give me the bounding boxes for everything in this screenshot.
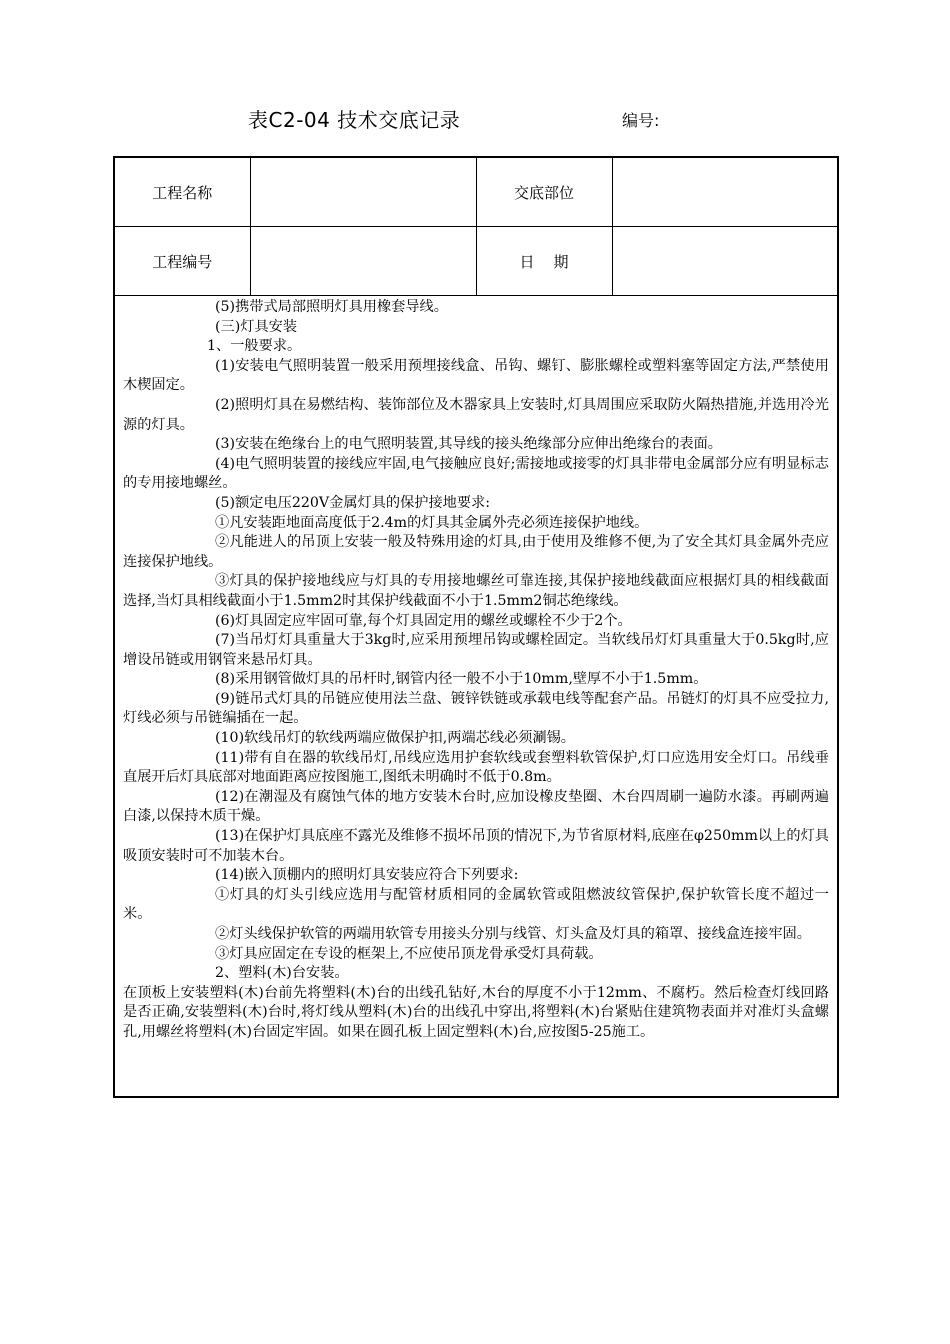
table-row-project-number bbox=[114, 227, 838, 296]
content-paragraph: (10)软线吊灯的软线两端应做保护扣,两端芯线必须涮锡。 bbox=[215, 730, 575, 747]
table-row-project-name bbox=[114, 157, 838, 227]
disclosure-location-label: 交底部位 bbox=[476, 157, 612, 227]
content-paragraph: ②凡能进人的吊顶上安装一般及特殊用途的灯具,由于使用及维修不便,为了安全其灯具金属外壳应连接保护地线。 bbox=[123, 534, 829, 570]
content-paragraph: ①凡安装距地面高度低于2.4m的灯具其金属外壳必须连接保护地线。 bbox=[215, 514, 649, 531]
date-value[interactable] bbox=[612, 227, 838, 296]
content-paragraph: ③灯具的保护接地线应与灯具的专用接地螺丝可靠连接,其保护接地线截面应根据灯具的相线截面选择,当灯具相线截面小于1.5mm2时其保护线截面不小于1.5mm2铜芯绝缘线。 bbox=[123, 573, 829, 609]
content-paragraph: 2、塑料(木)台安装。 bbox=[215, 965, 349, 982]
project-number-label: 工程编号 bbox=[114, 227, 250, 296]
disclosure-content bbox=[114, 296, 838, 1098]
content-paragraph: 在顶板上安装塑料(木)台前先将塑料(木)台的出线孔钻好,木台的厚度不小于12mm、不腐朽。然后检查灯线回路是否正确,安装塑料(木)台时,将灯线从塑料(木)台的出线孔中穿出,将塑料(木)台紧贴住建筑物表面并对准灯头盒螺孔,用螺丝将塑料(木)台固定牢固。如果在圆孔板上固定塑料(木)台,应按图5-25施工。 bbox=[123, 984, 829, 1040]
project-number-value[interactable] bbox=[250, 227, 476, 296]
content-paragraph: ③灯具应固定在专设的框架上,不应使吊顶龙骨承受灯具荷载。 bbox=[215, 945, 603, 962]
content-paragraph: (4)电气照明装置的接线应牢固,电气接触应良好;需接地或接零的灯具非带电金属部分应有明显标志的专用接地螺丝。 bbox=[123, 455, 829, 492]
document-number-label: 编号: bbox=[622, 111, 660, 130]
content-paragraph: (9)链吊式灯具的吊链应使用法兰盘、镀锌铁链或承载电线等配套产品。吊链灯的灯具不应受拉力,灯线必须与吊链编插在一起。 bbox=[123, 690, 829, 727]
disclosure-location-value[interactable] bbox=[612, 157, 838, 227]
disclosure-record-table bbox=[113, 156, 839, 1098]
content-paragraph: (11)带有自在器的软线吊灯,吊线应选用护套软线或套塑料软管保护,灯口应选用安全灯口。吊线垂直展开后灯具底部对地面距离应按图施工,图纸未明确时不低于0.8m。 bbox=[123, 749, 829, 786]
content-paragraph: ①灯具的灯头引线应选用与配管材质相同的金属软管或阻燃波纹管保护,保护软管长度不超过一米。 bbox=[123, 886, 829, 923]
project-name-value[interactable] bbox=[250, 157, 476, 227]
content-paragraph: (14)嵌入顶棚内的照明灯具安装应符合下列要求: bbox=[215, 867, 519, 884]
content-paragraph: (8)采用钢管做灯具的吊杆时,钢管内径一般不小于10mm,壁厚不小于1.5mm。 bbox=[215, 671, 708, 688]
content-paragraph: 1、一般要求。 bbox=[207, 338, 302, 355]
content-paragraph: (6)灯具固定应牢固可靠,每个灯具固定用的螺丝或螺栓不少于2个。 bbox=[215, 612, 632, 629]
content-paragraph: (三)灯具安装 bbox=[215, 318, 298, 335]
content-paragraph: (3)安装在绝缘台上的电气照明装置,其导线的接头绝缘部分应伸出绝缘台的表面。 bbox=[215, 436, 722, 453]
content-paragraph: (12)在潮湿及有腐蚀气体的地方安装木台时,应加设橡皮垫圈、木台四周刷一遍防水漆。再刷两遍白漆,以保持木质干燥。 bbox=[123, 788, 829, 825]
content-paragraph: (13)在保护灯具底座不露光及维修不损坏吊顶的情况下,为节省原材料,底座在φ250mm以上的灯具吸顶安装时可不加装木台。 bbox=[123, 828, 829, 864]
document-title: 表C2-04 技术交底记录 bbox=[248, 108, 461, 132]
date-label: 日 期 bbox=[476, 227, 612, 296]
content-paragraph: (7)当吊灯灯具重量大于3kg时,应采用预埋吊钩或螺栓固定。当软线吊灯灯具重量大于0.5kg时,应增设吊链或用钢管来悬吊灯具。 bbox=[123, 632, 829, 668]
content-paragraph: ②灯头线保护软管的两端用软管专用接头分别与线管、灯头盒及灯具的箱罩、接线盒连接牢固。 bbox=[215, 926, 811, 942]
project-name-label: 工程名称 bbox=[114, 157, 250, 227]
table-row-content bbox=[114, 296, 838, 1098]
content-paragraph: (5)携带式局部照明灯具用橡套导线。 bbox=[215, 299, 448, 315]
content-paragraph: (2)照明灯具在易燃结构、装饰部位及木器家具上安装时,灯具周围应采取防火隔热措施,并选用冷光源的灯具。 bbox=[123, 396, 829, 433]
content-paragraph: (1)安装电气照明装置一般采用预埋接线盒、吊钩、螺钉、膨胀螺栓或塑料塞等固定方法,严禁使用木楔固定。 bbox=[123, 357, 829, 394]
content-paragraph: (5)额定电压220V金属灯具的保护接地要求: bbox=[215, 494, 491, 511]
